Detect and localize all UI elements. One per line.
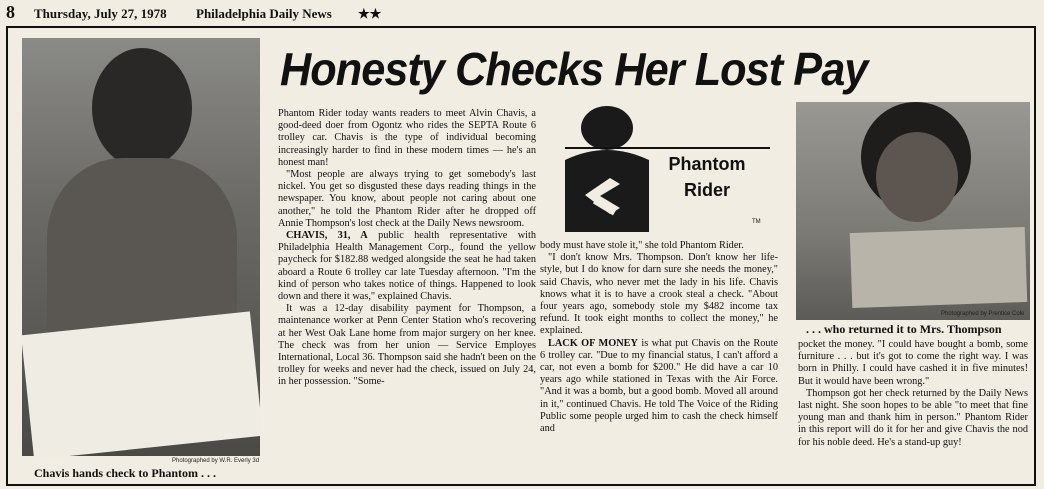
masthead-stars: ★★ xyxy=(358,6,382,21)
col1-paragraph: public health representative with Philadelphia Health Management Corp., found the yellow paycheck for $182.88 wedged alongside the seat he had taken aboard a Route 6 trolley car late Tuesday afternoon. "I'm the kind of person who takes notice of things. Happened to look down and there it was," explained Chavis. xyxy=(278,230,537,303)
col2-paragraph: body must have stole it," she told Phantom Rider. xyxy=(540,240,744,251)
page-number: 8 xyxy=(6,2,15,22)
col1-kicker: CHAVIS, 31, A xyxy=(286,230,368,242)
col2-paragraph: is what put Chavis on the Route 6 trolley car. "Due to my financial status, I can't afford a car, not even a bomb for $200." He did have a car 10 years ago while stationed in Texas with the Air Force. "And it was a bomb, but a good bomb. Moved all around in it," continued Chavis. He told The Voice of the Riding Public some people urged him to cash the check himself and xyxy=(540,337,778,435)
right-photo-credit: Photographed by Prentice Cole xyxy=(941,311,1025,317)
left-photo-caption: Chavis hands check to Phantom . . . xyxy=(34,466,217,480)
col2-kicker: LACK OF MONEY xyxy=(548,337,638,349)
left-photo xyxy=(22,38,260,464)
col3-paragraph: pocket the money. "I could have bought a bomb, some furniture . . . but it's got to come the right way. I was born in Philly. I could have cashed it in five minutes! But it would have been wrong." xyxy=(798,339,1028,387)
right-photo-caption: . . . who returned it to Mrs. Thompson xyxy=(806,322,1002,336)
article-column-1 xyxy=(278,108,536,389)
col1-paragraph: Phantom Rider today wants readers to meet Alvin Chavis, a good-deed doer from Ogontz who rides the SEPTA Route 6 trolley car. Chavis is the type of individual becoming increasingly harder to find in these modern times — he's an honest man! xyxy=(278,108,536,168)
col3-paragraph: Thompson got her check returned by the Daily News last night. She soon hopes to be able "to meet that fine young man and thank him in person." Phantom Rider in this report will do it for her and give Chavis the nod for his noble deed. He's a stand-up guy! xyxy=(798,387,1028,448)
left-photo-credit: Photographed by W.R. Everly 3d xyxy=(172,458,260,464)
masthead xyxy=(0,0,1044,26)
right-photo xyxy=(796,102,1030,320)
col2-paragraph: "I don't know Mrs. Thompson. Don't know her life-style, but I do know for darn sure she needs the money," said Chavis, who never met the lady in his life. Chavis knows what it is to have a crook steal a check. "About four years ago, somebody stole my $482 income tax refund. It took eight months to collect the money," he explained. xyxy=(540,252,778,337)
logo-title-line1: Phantom xyxy=(668,154,746,174)
masthead-paper: Philadelphia Daily News xyxy=(196,6,332,21)
article-column-3 xyxy=(798,339,1028,449)
col1-paragraph: It was a 12-day disability payment for Thompson, a maintenance worker at Penn Center Station who's recovering at her West Oak Lane home from major surgery on her knee. The check was from her union — Service Employes International, Local 36. Thompson said she hadn't been on the trolley for weeks and never had the check, issued on July 24, in her possession. "Some- xyxy=(278,303,536,388)
article-column-2 xyxy=(540,240,778,435)
col1-paragraph: "Most people are always trying to get somebody's last nickel. You get so disgusted these days reading things in the newspaper. You know, about people not caring about one another," he told the Phantom Rider after he dropped off Annie Thompson's lost check at the Daily News newsroom. xyxy=(278,169,536,229)
logo-trademark: TM xyxy=(752,219,761,225)
headline: Honesty Checks Her Lost Pay xyxy=(280,43,868,95)
logo-title-line2: Rider xyxy=(683,180,730,200)
masthead-date: Thursday, July 27, 1978 xyxy=(34,6,167,21)
